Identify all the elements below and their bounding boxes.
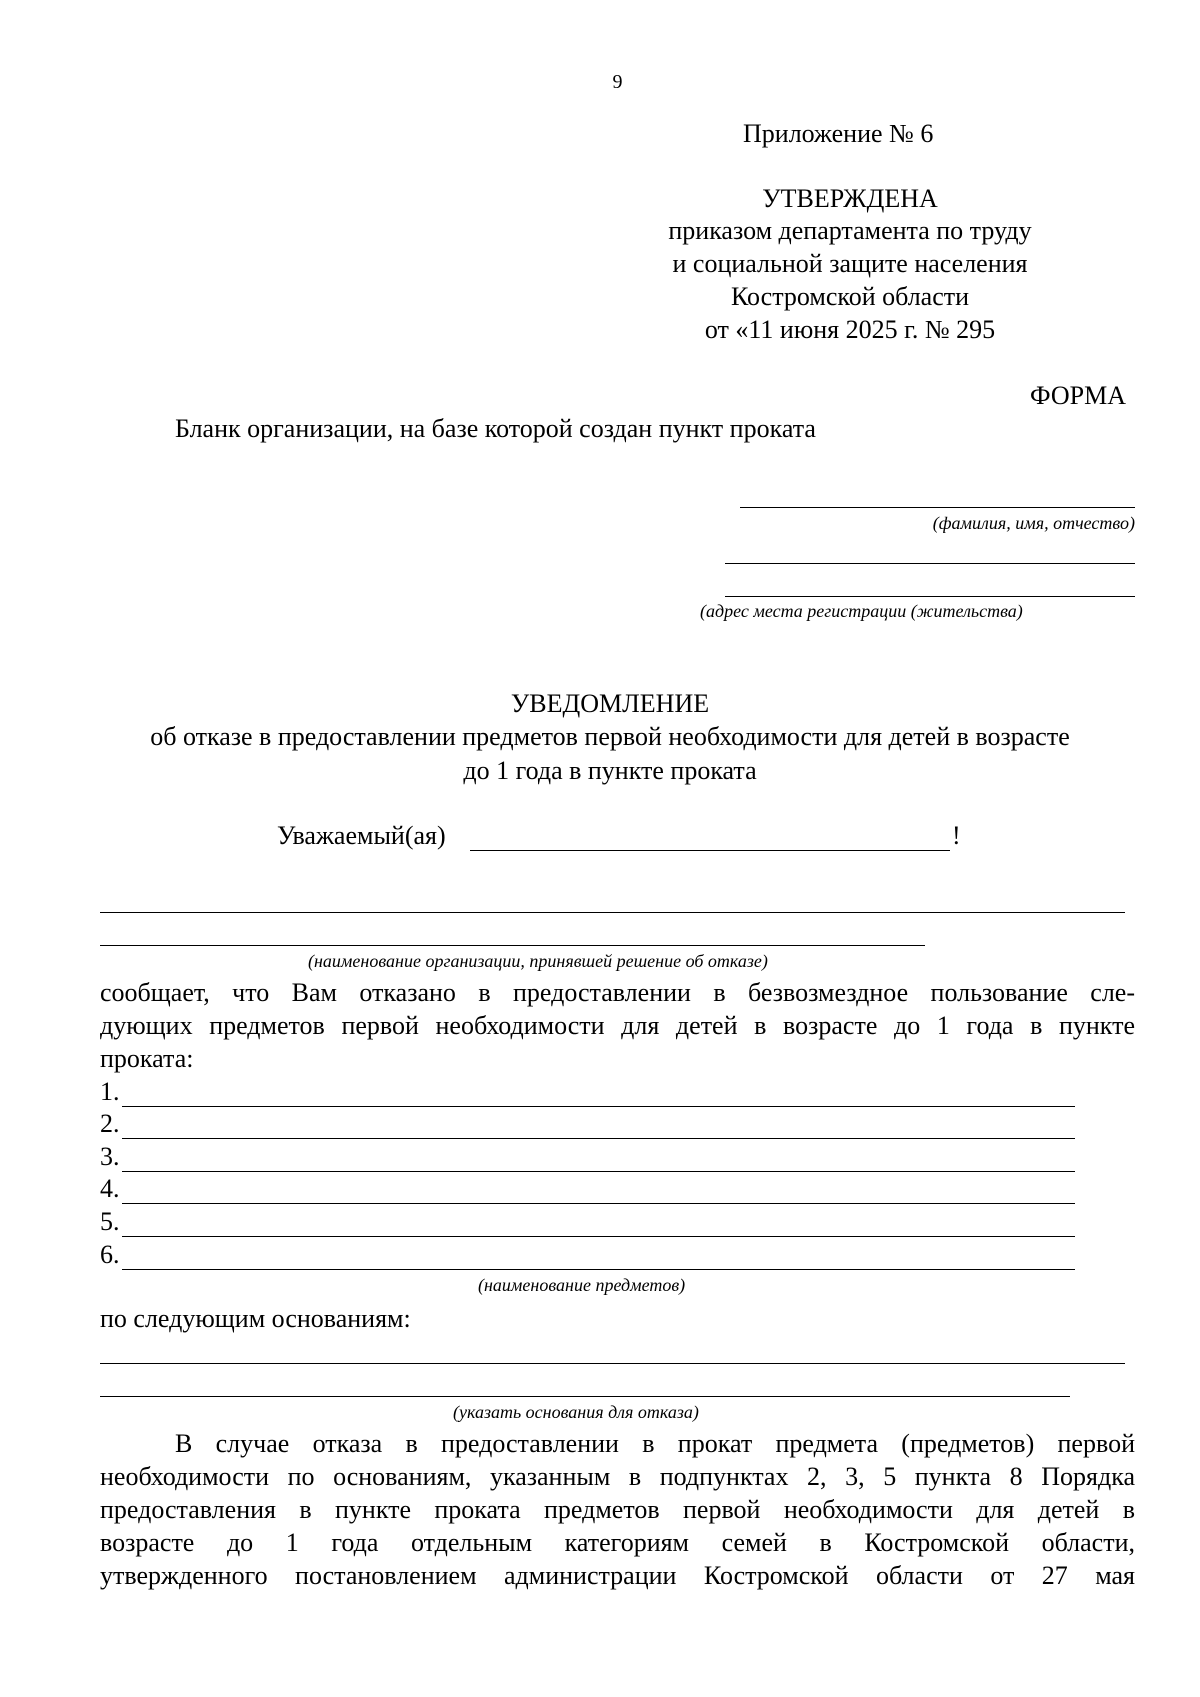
item-line — [122, 1138, 1075, 1139]
item-line — [122, 1269, 1075, 1270]
organization-caption: (наименование организации, принявшей решение об отказе) — [308, 951, 768, 971]
grounds-line — [100, 1396, 1070, 1397]
list-item — [100, 1173, 1075, 1205]
organization-blank-label: Бланк организации, на базе которой создан пункт проката — [175, 414, 816, 443]
message-line: сообщает, что Вам отказано в предоставлении в безвозмездное пользование сле- — [100, 978, 1135, 1007]
paragraph-line: предоставления в пункте проката предметов первой необходимости для детей в — [100, 1495, 1135, 1524]
items-caption: (наименование предметов) — [478, 1275, 686, 1295]
paragraph-line: возрасте до 1 года отдельным категориям семей в Костромской области, — [100, 1528, 1135, 1557]
greeting-prefix: Уважаемый(ая) — [277, 821, 446, 850]
approval-line: от «11 июня 2025 г. № 295 — [704, 315, 996, 344]
approval-title: УТВЕРЖДЕНА — [762, 184, 938, 213]
notice-title: УВЕДОМЛЕНИЕ — [510, 689, 710, 718]
item-line — [122, 1106, 1075, 1107]
recipient-address-line — [725, 596, 1135, 597]
notice-subtitle: об отказе в предоставлении предметов первой необходимости для детей в возрасте — [150, 722, 1070, 751]
appendix-label: Приложение № 6 — [743, 119, 934, 148]
message-line: проката: — [100, 1044, 194, 1073]
organization-name-line — [100, 945, 925, 946]
item-number: 1. — [100, 1077, 120, 1106]
grounds-line — [100, 1363, 1125, 1364]
paragraph-line: необходимости по основаниям, указанным в подпунктах 2, 3, 5 пункта 8 Порядка — [100, 1462, 1135, 1491]
item-number: 4. — [100, 1174, 120, 1203]
greeting-name-line — [470, 850, 950, 851]
approval-line: Костромской области — [730, 282, 970, 311]
list-item — [100, 1239, 1075, 1271]
item-number: 6. — [100, 1240, 120, 1269]
list-item — [100, 1141, 1075, 1173]
approval-line: и социальной защите населения — [672, 249, 1028, 278]
notice-subtitle: до 1 года в пункте проката — [463, 756, 757, 785]
grounds-label: по следующим основаниям: — [100, 1304, 411, 1333]
item-line — [122, 1203, 1075, 1204]
item-line — [122, 1236, 1075, 1237]
recipient-address-caption: (адрес места регистрации (жительства) — [700, 601, 1023, 621]
form-label: ФОРМА — [1030, 381, 1126, 410]
list-item — [100, 1108, 1075, 1140]
item-number: 2. — [100, 1109, 120, 1138]
paragraph-line: В случае отказа в предоставлении в прокат предмета (предметов) первой — [175, 1429, 1135, 1458]
list-item — [100, 1206, 1075, 1238]
message-line: дующих предметов первой необходимости для детей в возрасте до 1 года в пункте — [100, 1011, 1135, 1040]
organization-name-line — [100, 912, 1125, 913]
paragraph-line: утвержденного постановлением администрации Костромской области от 27 мая — [100, 1561, 1135, 1590]
recipient-name-line — [740, 507, 1135, 508]
greeting-suffix: ! — [952, 821, 961, 850]
recipient-name-caption: (фамилия, имя, отчество) — [932, 513, 1135, 533]
list-item — [100, 1076, 1075, 1108]
item-number: 3. — [100, 1142, 120, 1171]
approval-line: приказом департамента по труду — [668, 216, 1032, 245]
grounds-caption: (указать основания для отказа) — [453, 1402, 699, 1422]
page-number: 9 — [612, 71, 623, 93]
recipient-address-line — [725, 563, 1135, 564]
item-line — [122, 1171, 1075, 1172]
item-number: 5. — [100, 1207, 120, 1236]
